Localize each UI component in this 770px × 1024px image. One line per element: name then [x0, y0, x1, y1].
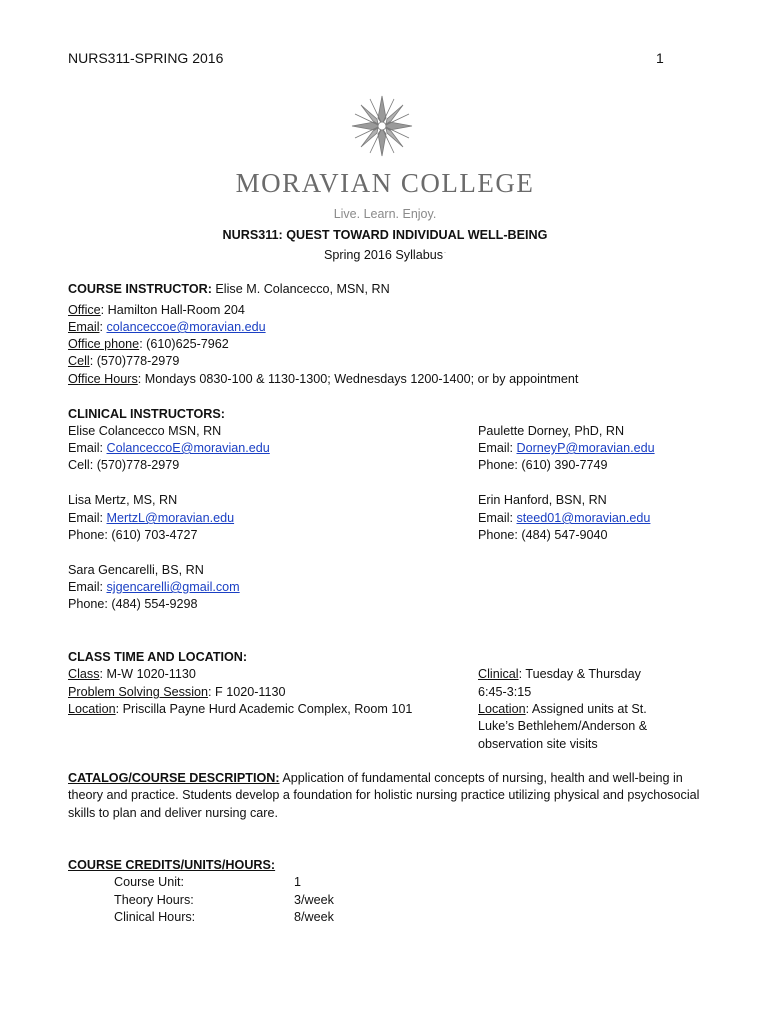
credit-row-value: 3/week — [294, 893, 334, 907]
clinical-instructor-email: Email: sjgencarelli@gmail.com — [68, 580, 240, 594]
instructor-name: Elise M. Colancecco, MSN, RN — [211, 282, 390, 296]
cell-line: Cell: (570)778-2979 — [68, 354, 180, 368]
office-hours-line: Office Hours: Mondays 0830-100 & 1130-1300; Wednesdays 1200-1400; or by appointment — [68, 372, 579, 386]
page-number: 1 — [656, 50, 664, 66]
footnote-mark: · — [444, 250, 447, 256]
clinical-email-link[interactable]: ColanceccoE@moravian.edu — [106, 441, 270, 455]
clinical-time-line: Clinical: Tuesday & Thursday — [478, 667, 641, 681]
clinical-instructor-name: Lisa Mertz, MS, RN — [68, 493, 178, 507]
instructor-heading: COURSE INSTRUCTOR: — [68, 282, 212, 296]
course-title: NURS311: QUEST TOWARD INDIVIDUAL WELL-BEING — [222, 228, 548, 242]
credit-row-label: Clinical Hours: — [114, 910, 196, 924]
clinical-instructor-phone: Cell: (570)778-2979 — [68, 458, 180, 472]
clinical-instructor-email: Email: ColanceccoE@moravian.edu — [68, 441, 270, 455]
class-time-heading: CLASS TIME AND LOCATION: — [68, 650, 248, 664]
star-seal-icon — [350, 94, 414, 158]
clinical-email-link[interactable]: sjgencarelli@gmail.com — [106, 580, 240, 594]
clinical-instructor-name: Paulette Dorney, PhD, RN — [478, 424, 625, 438]
class-line: Class: M-W 1020-1130 — [68, 667, 196, 681]
clinical-instructor-name: Erin Hanford, BSN, RN — [478, 493, 607, 507]
clinical-email-link[interactable]: MertzL@moravian.edu — [106, 511, 235, 525]
clinical-email-link[interactable]: DorneyP@moravian.edu — [516, 441, 655, 455]
office-line: Office: Hamilton Hall-Room 204 — [68, 303, 245, 317]
clinical-instructor-phone: Phone: (484) 547-9040 — [478, 528, 608, 542]
instructor-email-link[interactable]: colanceccoe@moravian.edu — [106, 320, 266, 334]
credit-row-label: Course Unit: — [114, 875, 184, 889]
running-header: NURS311-SPRING 2016 — [68, 50, 224, 66]
course-subtitle: Spring 2016 Syllabus· — [323, 248, 447, 262]
college-logo-name: MORAVIAN COLLEGE — [235, 168, 535, 198]
catalog-text: Application of fundamental concepts of nursing, health and well-being in theory and practice. Students develop a foundation for holistic nursing practice utilizing physical and psychosocial skills to plan and deliver nursing care. — [68, 771, 700, 820]
instructor-heading-line — [68, 281, 390, 298]
clinical-location-line: Luke’s Bethlehem/Anderson & — [478, 719, 648, 733]
clinical-heading: CLINICAL INSTRUCTORS: — [68, 407, 225, 421]
clinical-location-line: Location: Assigned units at St. — [478, 702, 647, 716]
catalog-description — [68, 770, 708, 822]
catalog-heading: CATALOG/COURSE DESCRIPTION: — [68, 771, 280, 785]
credits-heading: COURSE CREDITS/UNITS/HOURS: — [68, 858, 276, 872]
office-phone-line: Office phone: (610)625-7962 — [68, 337, 229, 351]
clinical-instructor-name: Elise Colancecco MSN, RN — [68, 424, 222, 438]
credit-row-label: Theory Hours: — [114, 893, 194, 907]
clinical-instructor-phone: Phone: (610) 390-7749 — [478, 458, 608, 472]
clinical-instructor-email: Email: steed01@moravian.edu — [478, 511, 651, 525]
clinical-instructor-email: Email: DorneyP@moravian.edu — [478, 441, 655, 455]
clinical-instructor-email: Email: MertzL@moravian.edu — [68, 511, 235, 525]
clinical-hours-line: 6:45-3:15 — [478, 685, 532, 699]
clinical-instructor-name: Sara Gencarelli, BS, RN — [68, 563, 204, 577]
location-line: Location: Priscilla Payne Hurd Academic Complex, Room 101 — [68, 702, 413, 716]
clinical-email-link[interactable]: steed01@moravian.edu — [516, 511, 651, 525]
clinical-location-line: observation site visits — [478, 737, 598, 751]
pss-line: Problem Solving Session: F 1020-1130 — [68, 685, 286, 699]
clinical-instructor-phone: Phone: (610) 703-4727 — [68, 528, 198, 542]
credit-row-value: 8/week — [294, 910, 334, 924]
college-tagline: Live. Learn. Enjoy. — [333, 207, 437, 221]
credit-row-value: 1 — [294, 875, 302, 889]
email-line: Email: colanceccoe@moravian.edu — [68, 320, 266, 334]
clinical-instructor-phone: Phone: (484) 554-9298 — [68, 597, 198, 611]
